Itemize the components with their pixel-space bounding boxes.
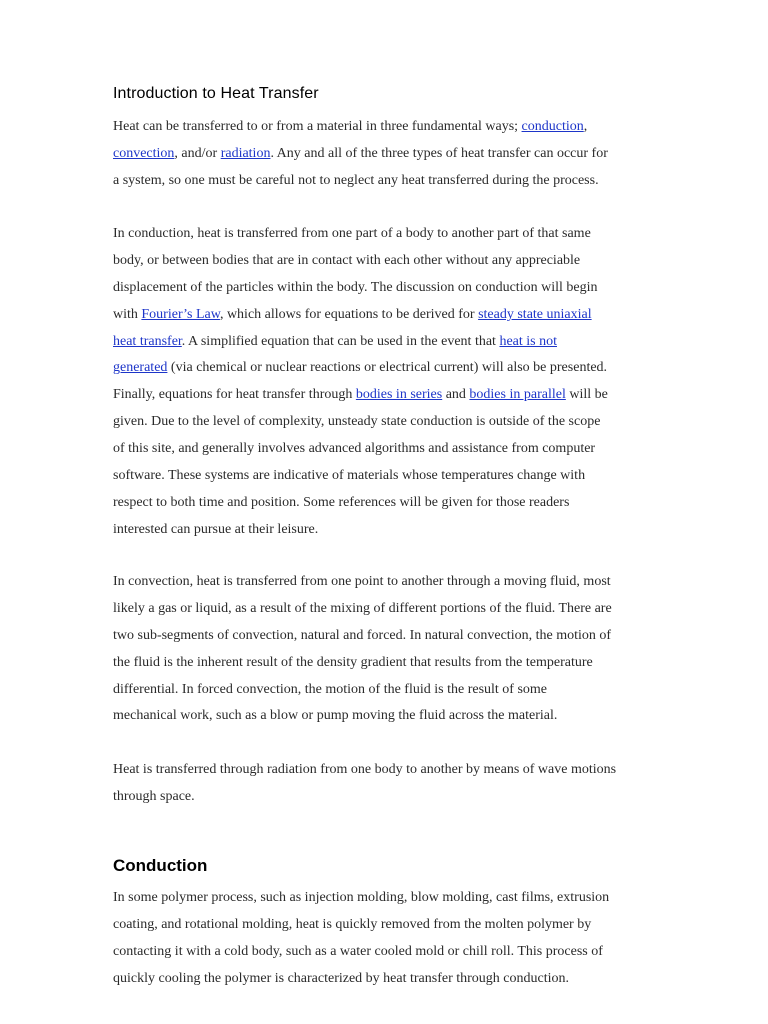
link-heat-transfer[interactable]: heat transfer: [113, 333, 182, 349]
text-line: [113, 141, 673, 168]
text-line: mechanical work, such as a blow or pump moving the fluid across the material.: [113, 708, 558, 724]
text-line: displacement of the particles within the body. The discussion on conduction will begin: [113, 279, 598, 295]
text-line: two sub-segments of convection, natural and forced. In natural convection, the motion of: [113, 627, 612, 643]
text-line: [113, 329, 673, 356]
link-generated[interactable]: generated: [113, 360, 168, 376]
link-steady-state-uniaxial[interactable]: steady state uniaxial: [478, 306, 592, 322]
text-line: contacting it with a cold body, such as a water cooled mold or chill roll. This process of: [113, 943, 603, 959]
text-line: [113, 382, 673, 409]
link-bodies-in-series[interactable]: bodies in series: [355, 387, 443, 403]
text-run: will be: [565, 387, 608, 403]
link-bodies-in-parallel[interactable]: bodies in parallel: [469, 387, 566, 403]
paragraph-conduction-section: [113, 885, 673, 993]
text-line: [113, 355, 673, 382]
text-run: Finally, equations for heat transfer through: [113, 387, 356, 403]
link-conduction[interactable]: conduction: [521, 119, 584, 134]
text-line: given. Due to the level of complexity, unsteady state conduction is outside of the scope: [113, 414, 601, 430]
text-line: likely a gas or liquid, as a result of the mixing of different portions of the fluid. There are: [113, 600, 612, 616]
text-line: the fluid is the inherent result of the density gradient that results from the temperature: [113, 654, 593, 670]
text-line: [113, 114, 673, 141]
text-line: quickly cooling the polymer is characterized by heat transfer through conduction.: [113, 970, 570, 986]
text-line: In conduction, heat is transferred from one part of a body to another part of that same: [113, 226, 591, 241]
link-fouriers-law[interactable]: Fourier’s Law: [141, 306, 220, 322]
text-run: , and/or: [174, 145, 221, 161]
text-line: through space.: [113, 788, 195, 804]
text-run: , which allows for equations to be derived for: [219, 306, 479, 322]
text-line: In some polymer process, such as injection molding, blow molding, cast films, extrusion: [113, 890, 610, 905]
paragraph-conduction-overview: [113, 221, 673, 544]
text-line: coating, and rotational molding, heat is quickly removed from the molten polymer by: [113, 916, 592, 932]
text-line: Heat is transferred through radiation from one body to another by means of wave motions: [113, 762, 617, 777]
text-run: ,: [583, 119, 588, 134]
text-line: a system, so one must be careful not to neglect any heat transferred during the process.: [113, 172, 599, 188]
text-run: and: [442, 387, 470, 403]
link-convection[interactable]: convection: [113, 145, 175, 161]
link-radiation[interactable]: radiation: [220, 145, 271, 161]
paragraph-radiation: [113, 757, 673, 811]
paragraph-intro: [113, 114, 673, 195]
text-line: [113, 302, 673, 329]
section-heading: Conduction: [113, 856, 208, 875]
text-run: with: [113, 306, 142, 322]
text-run: . A simplified equation that can be used in the event that: [181, 333, 500, 349]
paragraph-convection: [113, 569, 673, 730]
link-heat-not[interactable]: heat is not: [499, 333, 557, 349]
text-line: of this site, and generally involves advanced algorithms and assistance from computer: [113, 441, 596, 457]
text-line: respect to both time and position. Some references will be given for those readers: [113, 494, 570, 510]
text-run: (via chemical or nuclear reactions or electrical current) will also be presented.: [167, 360, 608, 376]
text-line: differential. In forced convection, the motion of the fluid is the result of some: [113, 681, 548, 697]
text-line: interested can pursue at their leisure.: [113, 521, 319, 537]
text-line: In convection, heat is transferred from one point to another through a moving fluid, most: [113, 574, 611, 589]
text-line: software. These systems are indicative of materials whose temperatures change with: [113, 468, 586, 484]
text-run: Heat can be transferred to or from a material in three fundamental ways;: [113, 119, 522, 134]
page-title: Introduction to Heat Transfer: [113, 85, 319, 102]
text-run: . Any and all of the three types of heat transfer can occur for: [270, 145, 608, 161]
text-line: body, or between bodies that are in contact with each other without any appreciable: [113, 252, 581, 268]
